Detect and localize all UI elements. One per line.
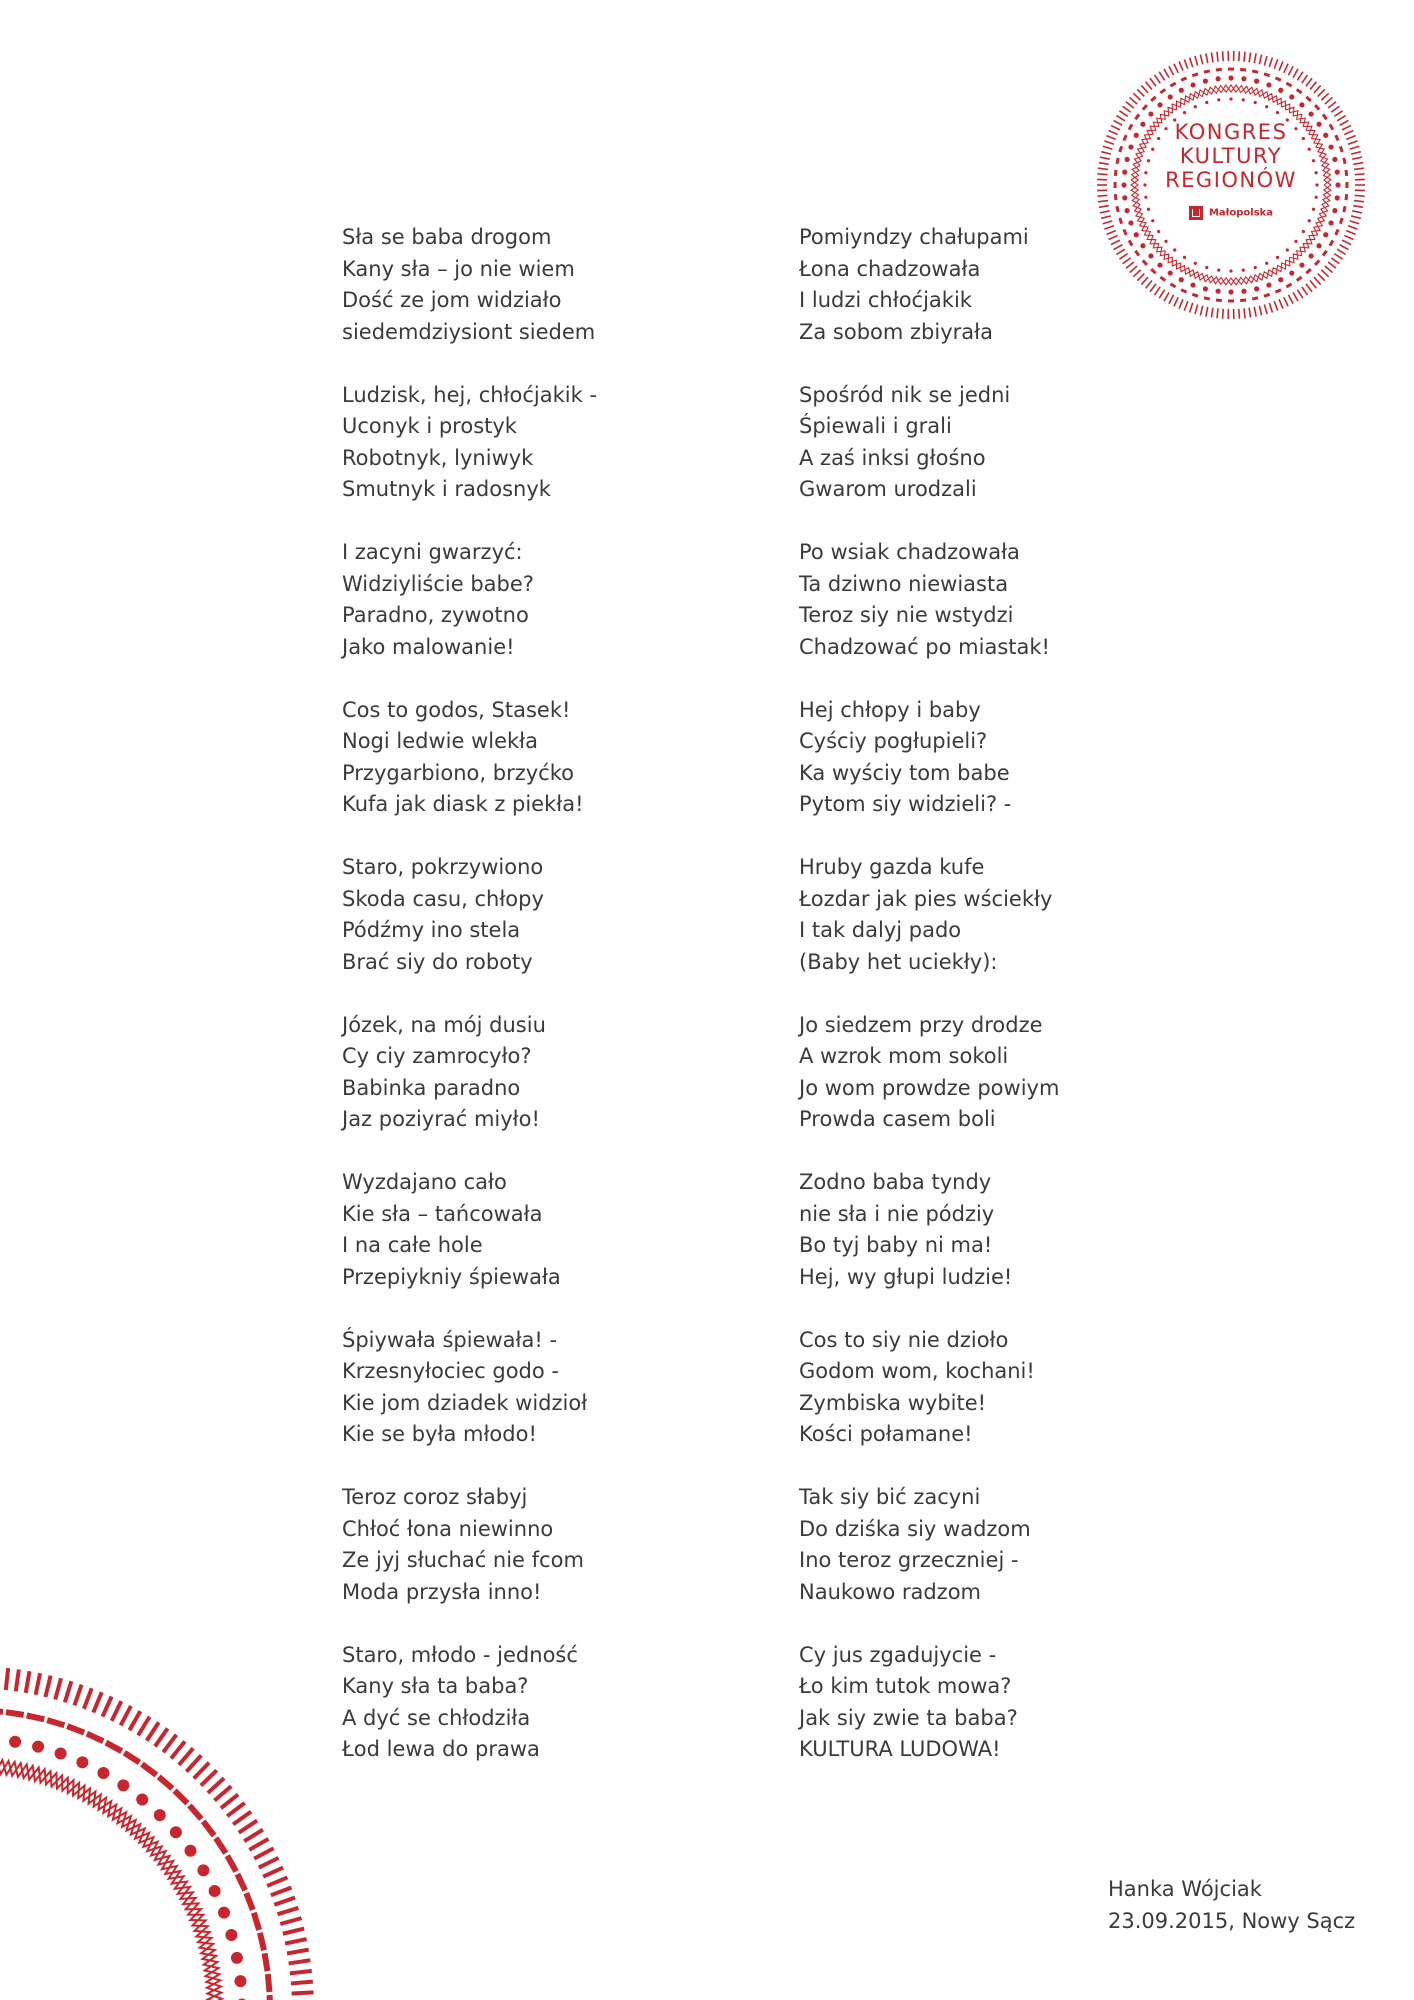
poem-line: Śpiywała śpiewała! - — [342, 1327, 558, 1352]
poem-line: Kie sła – tańcowała — [342, 1201, 543, 1226]
poem-line: Pytom siy widzieli? - — [799, 792, 1012, 816]
poem-line: Kości połamane! — [799, 1422, 973, 1446]
poem-line: nie sła i nie pódziy — [799, 1201, 995, 1226]
poem-line: Hruby gazda kufe — [799, 855, 985, 879]
poem-line: Babinka paradno — [342, 1075, 521, 1100]
poem-line: Po wsiak chadzowała — [799, 540, 1020, 564]
poem-line: Godom wom, kochani! — [799, 1359, 1035, 1383]
stanza — [799, 1010, 1219, 1136]
poem-line: Teroz siy nie wstydzi — [799, 603, 1014, 627]
poem-line: Ło kim tutok mowa? — [799, 1674, 1012, 1698]
poem-line: A zaś inksi głośno — [799, 445, 986, 470]
poem-line: Hej chłopy i baby — [799, 697, 981, 722]
poem-line: Łona chadzowała — [799, 256, 981, 281]
brand-label: Małopolska — [1208, 207, 1274, 219]
poem-line: Pomiyndzy chałupami — [799, 225, 1029, 249]
poem-line: Kany sła ta baba? — [342, 1674, 529, 1698]
stanza — [342, 1167, 762, 1293]
poem-line: Staro, pokrzywiono — [342, 855, 544, 879]
poem-line: Zodno baba tyndy — [799, 1170, 992, 1194]
poem-line: Jako malowanie! — [342, 634, 515, 659]
stanza — [799, 1167, 1219, 1293]
stanza — [342, 695, 762, 821]
poem-line: Naukowo radzom — [799, 1579, 982, 1604]
poem-line: Ka wyściy tom babe — [799, 760, 1010, 785]
poem-line: Smutnyk i radosnyk — [342, 477, 551, 501]
poem-line: Skoda casu, chłopy — [342, 886, 544, 911]
poem-line: Chłoć łona niewinno — [342, 1516, 554, 1541]
poem-line: I na całe hole — [342, 1233, 483, 1257]
stanza — [342, 222, 762, 348]
stanza — [799, 1325, 1219, 1451]
logo-title — [1096, 120, 1366, 192]
poem-line: Teroz coroz słabyj — [342, 1485, 528, 1509]
stanza — [799, 1482, 1219, 1608]
poem-line: I tak dalyj pado — [799, 918, 962, 942]
poem-line: Hej, wy głupi ludzie! — [799, 1264, 1013, 1289]
stanza — [799, 695, 1219, 821]
stanza — [342, 852, 762, 978]
poem-line: Prowda casem boli — [799, 1107, 996, 1131]
poem-line: I zacyni gwarzyć: — [342, 540, 523, 564]
poem-line: Cos to godos, Stasek! — [342, 697, 571, 722]
poem-line: Uconyk i prostyk — [342, 414, 517, 438]
poem-line: Cy jus zgadujycie - — [799, 1642, 997, 1667]
stanza — [342, 380, 762, 506]
poem-line: Gwarom urodzali — [799, 477, 977, 501]
poem-line: Widziyliście babe? — [342, 571, 534, 596]
poem-line: Ze jyj słuchać nie fcom — [342, 1548, 584, 1572]
poem-line: A wzrok mom sokoli — [799, 1044, 1009, 1068]
poem-line: Łod lewa do prawa — [342, 1737, 540, 1761]
poem-line: Kufa jak diask z piekła! — [342, 792, 584, 816]
stanza — [342, 1482, 762, 1608]
poem-line: Bo tyj baby ni ma! — [799, 1233, 993, 1257]
poem-line: Przygarbiono, brzyćko — [342, 760, 574, 785]
poem-line: Józek, na mój dusiu — [342, 1012, 546, 1037]
logo-line: REGIONÓW — [1165, 168, 1297, 192]
poem-line: Za sobom zbiyrała — [799, 319, 993, 344]
poem-line: Spośród nik se jedni — [799, 382, 1011, 407]
author-name: Hanka Wójciak — [1108, 1877, 1262, 1901]
poem-line: Sła se baba drogom — [342, 225, 552, 249]
stanza — [799, 1640, 1219, 1766]
poem-line: Cy ciy zamrocyło? — [342, 1044, 532, 1068]
poem-line: Pódźmy ino stela — [342, 918, 521, 942]
poem-line: Chadzować po miastak! — [799, 634, 1050, 659]
poem-line: Brać siy do roboty — [342, 949, 533, 974]
logo-line: KONGRES — [1174, 120, 1288, 144]
stanza — [799, 222, 1219, 348]
poem-line: Przepiykniy śpiewała — [342, 1264, 561, 1289]
poem-line: Jo siedzem przy drodze — [799, 1012, 1043, 1037]
corner-ornament — [0, 1650, 340, 2000]
signature — [1108, 1873, 1398, 1937]
poem-line: KULTURA LUDOWA! — [799, 1737, 1001, 1761]
poem-line: Ino teroz grzeczniej - — [799, 1548, 1019, 1572]
poem-line: Moda przysła inno! — [342, 1579, 542, 1604]
poem-line: Jo wom prowdze powiym — [799, 1075, 1060, 1100]
poem-line: Staro, młodo - jedność — [342, 1642, 578, 1667]
stanza — [799, 852, 1219, 978]
stanza — [799, 537, 1219, 663]
malopolska-brand — [1096, 206, 1366, 220]
stanza — [799, 380, 1219, 506]
stanza — [342, 1325, 762, 1451]
poem-line: Paradno, zywotno — [342, 603, 529, 627]
poem-line: Łozdar jak pies wściekły — [799, 886, 1053, 911]
logo-line: KULTURY — [1179, 144, 1283, 168]
poem-line: Krzesnyłociec godo - — [342, 1359, 559, 1383]
poem-line: Tak siy bić zacyni — [799, 1485, 981, 1509]
poem-line: I ludzi chłoćjakik — [799, 288, 972, 312]
poem-line: Dość ze jom widziało — [342, 288, 562, 312]
poem-line: A dyć se chłodziła — [342, 1705, 531, 1730]
poem-line: Wyzdajano cało — [342, 1170, 507, 1194]
stanza — [342, 1010, 762, 1136]
poem-line: Jak siy zwie ta baba? — [799, 1705, 1018, 1730]
date-place: 23.09.2015, Nowy Sącz — [1108, 1909, 1356, 1933]
malopolska-logo-icon — [1189, 206, 1203, 220]
poem-line: Robotnyk, lyniwyk — [342, 445, 534, 470]
poem-line: Kany sła – jo nie wiem — [342, 256, 575, 281]
poem-line: Cyściy pogłupieli? — [799, 729, 988, 753]
stanza — [342, 1640, 762, 1766]
poem-line: Do dziśka siy wadzom — [799, 1516, 1031, 1541]
poem-line: (Baby het uciekły): — [799, 949, 998, 974]
poem-line: Ta dziwno niewiasta — [799, 571, 1009, 596]
poem-line: Zymbiska wybite! — [799, 1390, 987, 1415]
poem-line: Jaz poziyrać miyło! — [342, 1107, 540, 1131]
poem-line: Kie jom dziadek widzioł — [342, 1390, 588, 1415]
poem-column-right — [799, 222, 1219, 1797]
poem-line: Cos to siy nie dzioło — [799, 1327, 1009, 1352]
poem-line: Nogi ledwie wlekła — [342, 729, 539, 753]
poem-line: siedemdziysiont siedem — [342, 319, 596, 344]
poem-line: Kie se była młodo! — [342, 1422, 537, 1446]
poem-line: Śpiewali i grali — [799, 414, 952, 438]
stanza — [342, 537, 762, 663]
poem-column-left — [342, 222, 762, 1797]
poem-line: Ludzisk, hej, chłoćjakik - — [342, 382, 598, 407]
